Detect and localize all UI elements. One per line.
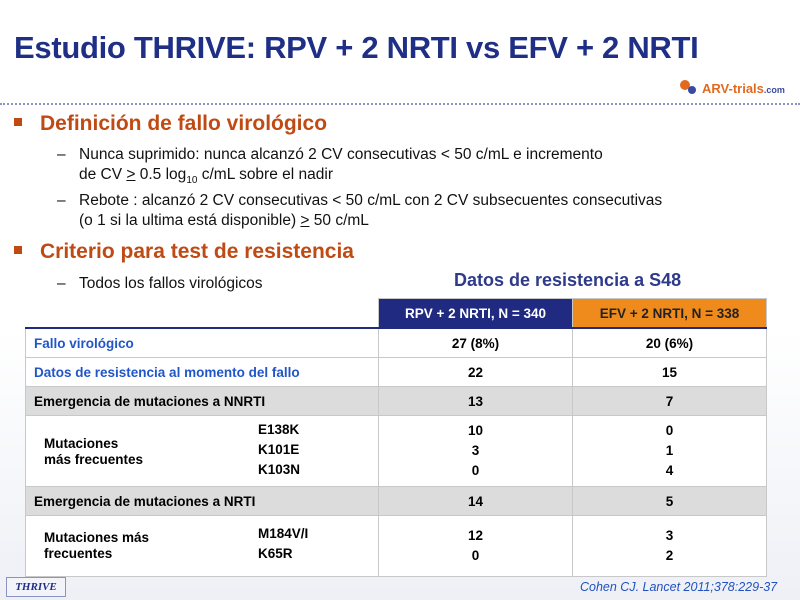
dash-bullet: – [57, 275, 66, 292]
table-row [26, 387, 767, 416]
cell-rpv: 22 [379, 358, 573, 387]
arv-trials-logo [680, 78, 792, 100]
table-row [26, 516, 767, 577]
citation: Cohen CJ. Lancet 2011;378:229-37 [580, 580, 778, 594]
cell-rpv: 14 [379, 487, 573, 516]
mutation-group-label: Mutaciones más frecuentes [44, 530, 150, 561]
row-label [26, 516, 379, 577]
section-heading-criterio: Criterio para test de resistencia [14, 240, 354, 264]
list-item [57, 274, 357, 294]
cell-rpv: 10 3 0 [379, 416, 573, 487]
thrive-badge: THRIVE [6, 577, 66, 597]
row-label [26, 416, 379, 487]
section-heading-fallo: Definición de fallo virológico [14, 112, 327, 136]
resistance-table [25, 298, 767, 577]
cell-efv: 5 [573, 487, 767, 516]
list-item [57, 145, 757, 185]
table-title: Datos de resistencia a S48 [454, 270, 682, 290]
mutation-codes: E138K K101E K103N [258, 422, 301, 477]
cell-efv: 0 1 4 [573, 416, 767, 487]
logo-dot-icon [688, 86, 696, 94]
slide-title: Estudio THRIVE: RPV + 2 NRTI vs EFV + 2 NRTI [14, 30, 699, 65]
cell-rpv: 27 (8%) [379, 328, 573, 358]
mutation-codes: M184V/I K65R [258, 526, 309, 561]
column-header-rpv: RPV + 2 NRTI, N = 340 [379, 299, 573, 329]
bullet-square-icon [14, 246, 22, 254]
cell-efv: 15 [573, 358, 767, 387]
cell-rpv: 13 [379, 387, 573, 416]
row-label: Datos de resistencia al momento del fallo [26, 358, 379, 387]
item-text: Nunca suprimido: nunca alcanzó 2 CV consecutivas < 50 c/mL e incremento de CV > 0.5 $\log_{10} c/mL$ sobre el nadir [79, 146, 603, 187]
table-row [26, 416, 767, 487]
logo-text: ARV-trials.com [702, 81, 785, 96]
list-item [57, 191, 777, 231]
table-row [26, 487, 767, 516]
dash-bullet: – [57, 146, 66, 163]
column-header-efv: EFV + 2 NRTI, N = 338 [573, 299, 767, 329]
item-text: Rebote : alcanzó 2 CV consecutivas < 50 c/mL con 2 CV subsecuentes consecutivas (o 1 si la ultima está disponible) > 50 c/mL [79, 192, 663, 229]
row-label: Fallo virológico [26, 328, 379, 358]
cell-efv: 20 (6%) [573, 328, 767, 358]
table-header-row [26, 299, 767, 329]
cell-rpv: 12 0 [379, 516, 573, 577]
dash-bullet: – [57, 192, 66, 209]
cell-efv: 3 2 [573, 516, 767, 577]
bullet-square-icon [14, 118, 22, 126]
cell-efv: 7 [573, 387, 767, 416]
row-label: Emergencia de mutaciones a NRTI [26, 487, 379, 516]
header-blank [26, 299, 379, 329]
table-row [26, 328, 767, 358]
row-label: Emergencia de mutaciones a NNRTI [26, 387, 379, 416]
mutation-group-label: Mutaciones más frecuentes [44, 436, 144, 467]
title-divider [0, 103, 800, 105]
item-text: Todos los fallos virológicos [79, 275, 263, 292]
table-row [26, 358, 767, 387]
